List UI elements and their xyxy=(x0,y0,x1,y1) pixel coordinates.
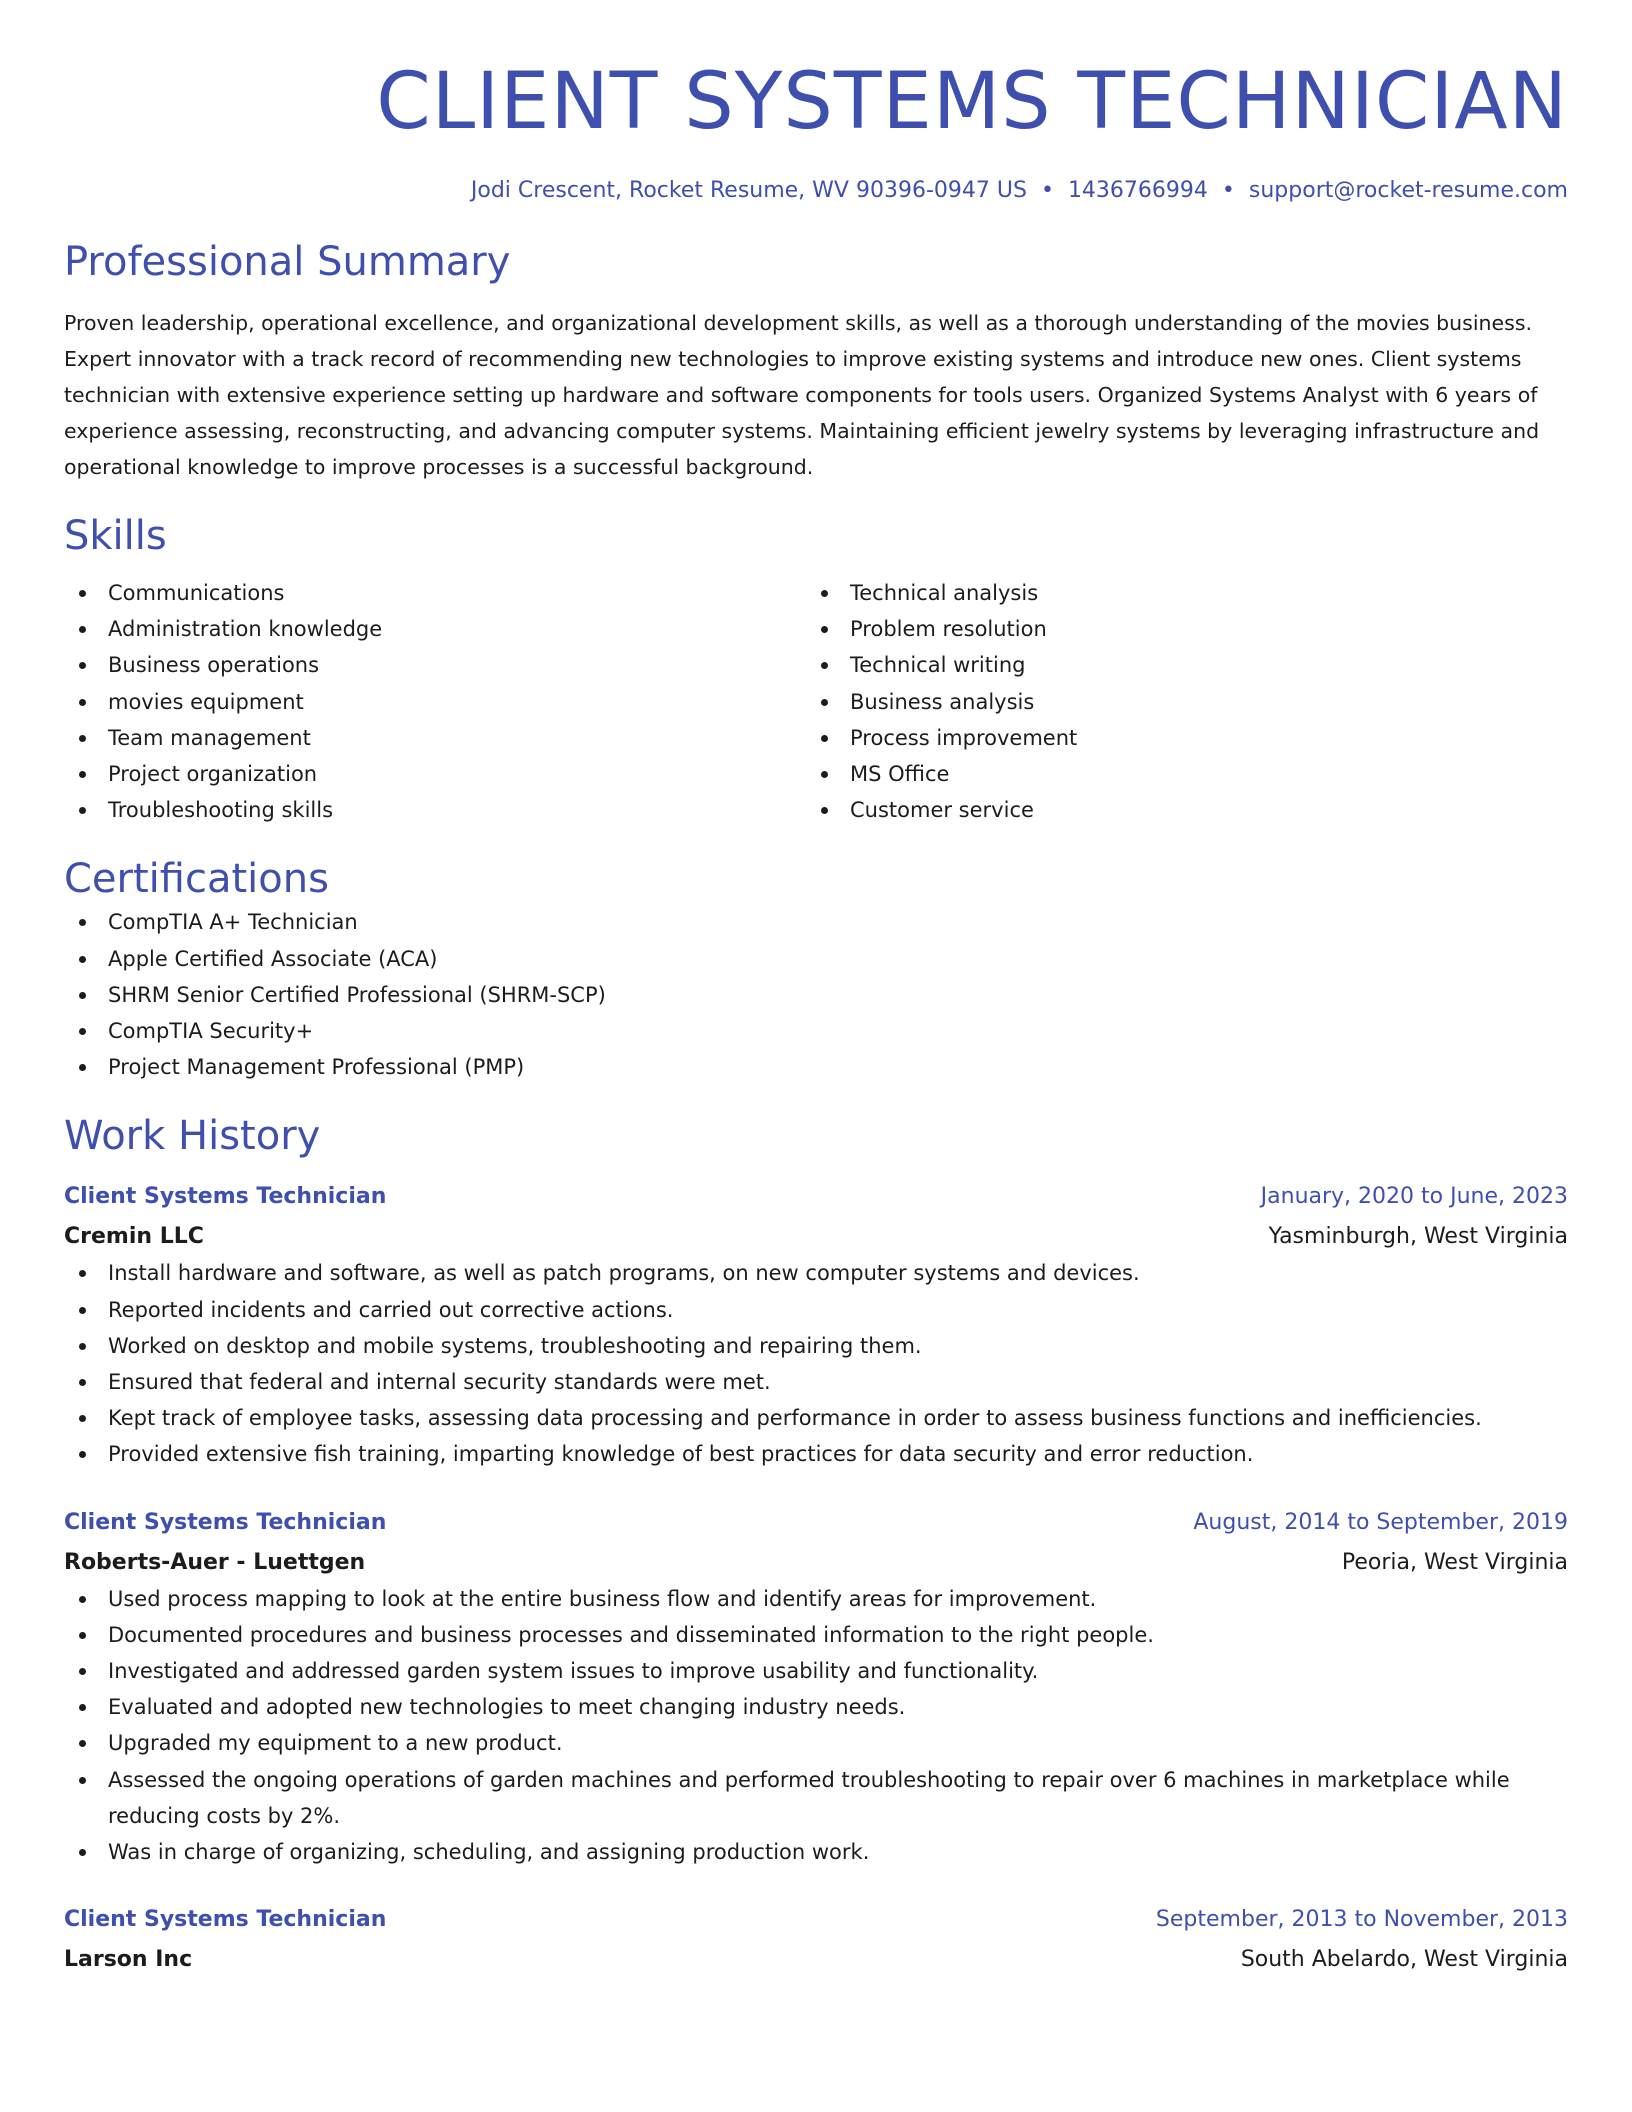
job-header xyxy=(64,1505,1568,1541)
certification-item: Project Management Professional (PMP) xyxy=(64,1049,1568,1085)
job-location: Peoria, West Virginia xyxy=(1341,1549,1568,1575)
job-bullet: Documented procedures and business processes and disseminated information to the right people. xyxy=(64,1617,1568,1653)
skills-column-left xyxy=(64,575,806,828)
skill-item: Administration knowledge xyxy=(64,611,806,647)
job-bullet: Kept track of employee tasks, assessing data processing and performance in order to assess business functions and inefficiencies. xyxy=(64,1400,1568,1436)
contact-email[interactable]: support@rocket-resume.com xyxy=(1248,178,1568,203)
job-title: Client Systems Technician xyxy=(64,1509,387,1535)
job-subheader xyxy=(64,1219,1568,1255)
certification-item: Apple Certified Associate (ACA) xyxy=(64,941,1568,977)
work-history-heading: Work History xyxy=(64,1113,321,1160)
skills-list-right xyxy=(806,575,1548,828)
job-bullet: Worked on desktop and mobile systems, troubleshooting and repairing them. xyxy=(64,1328,1568,1364)
job-dates: August, 2014 to September, 2019 xyxy=(1193,1509,1568,1535)
skill-item: Communications xyxy=(64,575,806,611)
job-header xyxy=(64,1179,1568,1215)
job-bullet: Evaluated and adopted new technologies to meet changing industry needs. xyxy=(64,1689,1568,1725)
contact-separator: • xyxy=(1040,178,1054,203)
job-company: Larson Inc xyxy=(64,1947,193,1973)
skill-item: movies equipment xyxy=(64,684,806,720)
skill-item: Technical analysis xyxy=(806,575,1548,611)
job-title: Client Systems Technician xyxy=(64,1907,387,1933)
job-bullet-list xyxy=(64,1581,1568,1871)
job-subheader xyxy=(64,1545,1568,1581)
job-subheader xyxy=(64,1942,1568,1978)
job-bullet: Upgraded my equipment to a new product. xyxy=(64,1725,1568,1761)
skill-item: Team management xyxy=(64,720,806,756)
resume-title: CLIENT SYSTEMS TECHNICIAN xyxy=(376,57,1568,147)
job-header xyxy=(64,1902,1568,1938)
skill-item: Business analysis xyxy=(806,684,1548,720)
certifications-heading: Certifications xyxy=(64,856,329,903)
contact-separator: • xyxy=(1221,178,1235,203)
skill-item: Troubleshooting skills xyxy=(64,792,806,828)
skill-item: Problem resolution xyxy=(806,611,1548,647)
job-company: Roberts-Auer - Luettgen xyxy=(64,1549,366,1575)
contact-address: Jodi Crescent, Rocket Resume, WV 90396-0947 US xyxy=(470,178,1027,203)
skills-heading: Skills xyxy=(64,513,167,559)
job-bullet: Ensured that federal and internal security standards were met. xyxy=(64,1364,1568,1400)
job-bullet: Was in charge of organizing, scheduling, and assigning production work. xyxy=(64,1834,1568,1870)
certifications-list xyxy=(64,904,1568,1085)
certification-item: SHRM Senior Certified Professional (SHRM-SCP) xyxy=(64,977,1568,1013)
resume-page xyxy=(64,0,1568,1978)
job-entry xyxy=(64,1505,1568,1871)
job-bullet: Used process mapping to look at the entire business flow and identify areas for improvement. xyxy=(64,1581,1568,1617)
skill-item: MS Office xyxy=(806,756,1548,792)
summary-text: Proven leadership, operational excellence, and organizational development skills, as well as a thorough understanding of the movies business. Expert innovator with a track record of recommending new technologies to improve existing systems and introduce new ones. Client systems technician with extensive experience setting up hardware and software components for tools users. Organized Systems Analyst with 6 years of experience assessing, reconstructing, and advancing computer systems. Maintaining efficient jewelry systems by leveraging infrastructure and operational knowledge to improve processes is a successful background. xyxy=(64,311,1540,479)
skill-item: Project organization xyxy=(64,756,806,792)
job-bullet: Install hardware and software, as well as patch programs, on new computer systems and devices. xyxy=(64,1255,1568,1291)
skill-item: Business operations xyxy=(64,647,806,683)
job-bullet: Assessed the ongoing operations of garden machines and performed troubleshooting to repair over 6 machines in marketplace while reducing costs by 2%. xyxy=(64,1762,1568,1834)
contact-phone: 1436766994 xyxy=(1067,178,1208,203)
job-dates: September, 2013 to November, 2013 xyxy=(1155,1907,1568,1933)
job-company: Cremin LLC xyxy=(64,1224,204,1250)
skill-item: Customer service xyxy=(806,792,1548,828)
skill-item: Process improvement xyxy=(806,720,1548,756)
job-location: Yasminburgh, West Virginia xyxy=(1268,1224,1568,1250)
contact-line xyxy=(64,176,1568,206)
skills-list-left xyxy=(64,575,806,828)
job-entry xyxy=(64,1179,1568,1472)
summary-heading: Professional Summary xyxy=(64,239,511,285)
job-bullet: Provided extensive fish training, imparting knowledge of best practices for data security and error reduction. xyxy=(64,1436,1568,1472)
skills-column-right xyxy=(806,575,1548,828)
skills-grid xyxy=(64,575,1568,828)
job-dates: January, 2020 to June, 2023 xyxy=(1260,1184,1568,1210)
job-title: Client Systems Technician xyxy=(64,1184,387,1210)
skill-item: Technical writing xyxy=(806,647,1548,683)
job-entry xyxy=(64,1902,1568,1978)
job-location: South Abelardo, West Virginia xyxy=(1240,1947,1568,1973)
job-bullet-list xyxy=(64,1255,1568,1472)
certification-item: CompTIA Security+ xyxy=(64,1013,1568,1049)
job-bullet: Reported incidents and carried out corrective actions. xyxy=(64,1292,1568,1328)
job-bullet: Investigated and addressed garden system issues to improve usability and functionality. xyxy=(64,1653,1568,1689)
certification-item: CompTIA A+ Technician xyxy=(64,904,1568,940)
